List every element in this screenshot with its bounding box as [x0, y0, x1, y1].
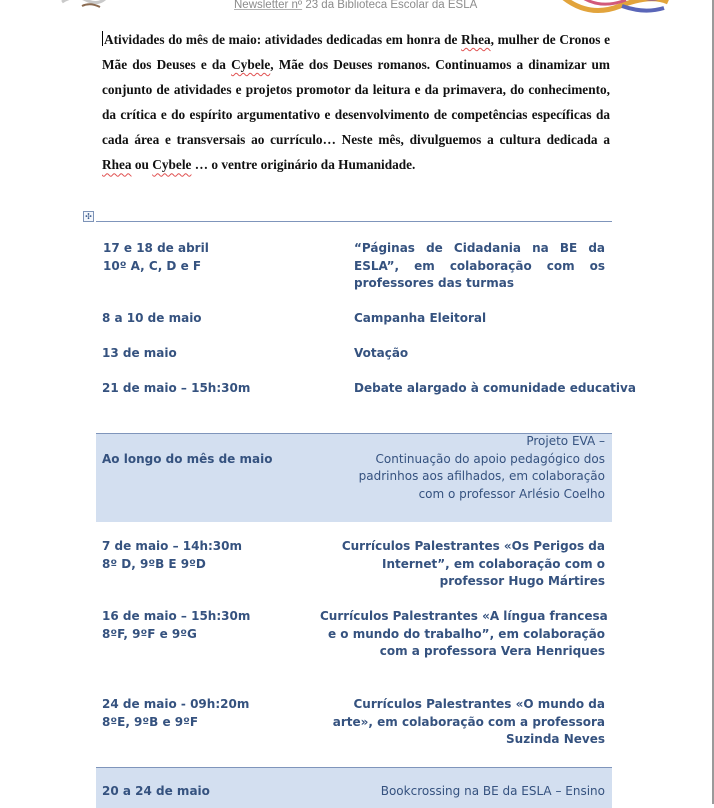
table-row-date: 8 a 10 de maio — [102, 311, 202, 325]
table-row-date: 21 de maio – 15h:30m — [102, 381, 251, 395]
table-top-border — [96, 221, 612, 222]
table-row-activity: Currículos Palestrantes «O mundo da arte», em colaboração com a professora Suzinda Neves — [332, 697, 605, 746]
table-row-activity: Projeto EVA – Continuação do apoio pedagógico dos padrinhos aos afilhados, em colaboração com o professor Arlésio Coelho — [358, 434, 605, 501]
table-row-activity: Campanha Eleitoral — [354, 311, 487, 325]
table-row-activity: Debate alargado à comunidade educativa — [354, 381, 636, 395]
table-row-date: Ao longo do mês de maio — [102, 452, 273, 466]
library-logo-right — [560, 0, 672, 18]
library-logo-left — [60, 0, 108, 10]
table-move-handle-icon[interactable]: ✣ — [83, 211, 94, 222]
table-row-date: 17 e 18 de abril 10º A, C, D e F — [103, 241, 209, 273]
table-row-activity: Votação — [354, 346, 409, 360]
intro-paragraph: Atividades do mês de maio: atividades dedicadas em honra de Rhea, mulher de Cronos e Mãe dos Deuses e da Cybele, Mãe dos Deuses romanos. Continuamos a dinamizar um conjunto de atividades e projetos promotor da leitura e da primavera, do conhecimento, da crítica e do espírito argumentativo e desenvolvimento de competências específicas da cada área e transversais ao currículo… Neste mês, divulguemos a cultura dedicada a Rhea ou Cybele … o ventre originário da Humanidade. — [102, 32, 610, 173]
table-row-activity: “Páginas de Cidadania na BE da ESLA”, em colaboração com os professores das turmas — [354, 241, 605, 290]
newsletter-header-title: Newsletter nº 23 da Biblioteca Escolar da ESLA — [234, 0, 478, 11]
table-row-date: 13 de maio — [102, 346, 177, 360]
table-row-activity: Currículos Palestrantes «Os Perigos da Internet”, em colaboração com o professor Hugo Mártires — [341, 539, 605, 588]
table-row-date: 24 de maio - 09h:20m 8ºE, 9ºB e 9ºF — [102, 697, 250, 729]
table-row-date: 20 a 24 de maio — [102, 784, 210, 798]
text-cursor — [102, 31, 103, 46]
table-row-date: 16 de maio – 15h:30m 8ºF, 9ºF e 9ºG — [102, 609, 251, 641]
table-row-activity: Bookcrossing na BE da ESLA – Ensino — [380, 784, 605, 798]
table-row-activity: Currículos Palestrantes «A língua francesa e o mundo do trabalho”, em colaboração com a professora Vera Henriques — [320, 609, 608, 658]
table-row-date: 7 de maio – 14h:30m 8º D, 9ºB E 9ºD — [102, 539, 242, 571]
